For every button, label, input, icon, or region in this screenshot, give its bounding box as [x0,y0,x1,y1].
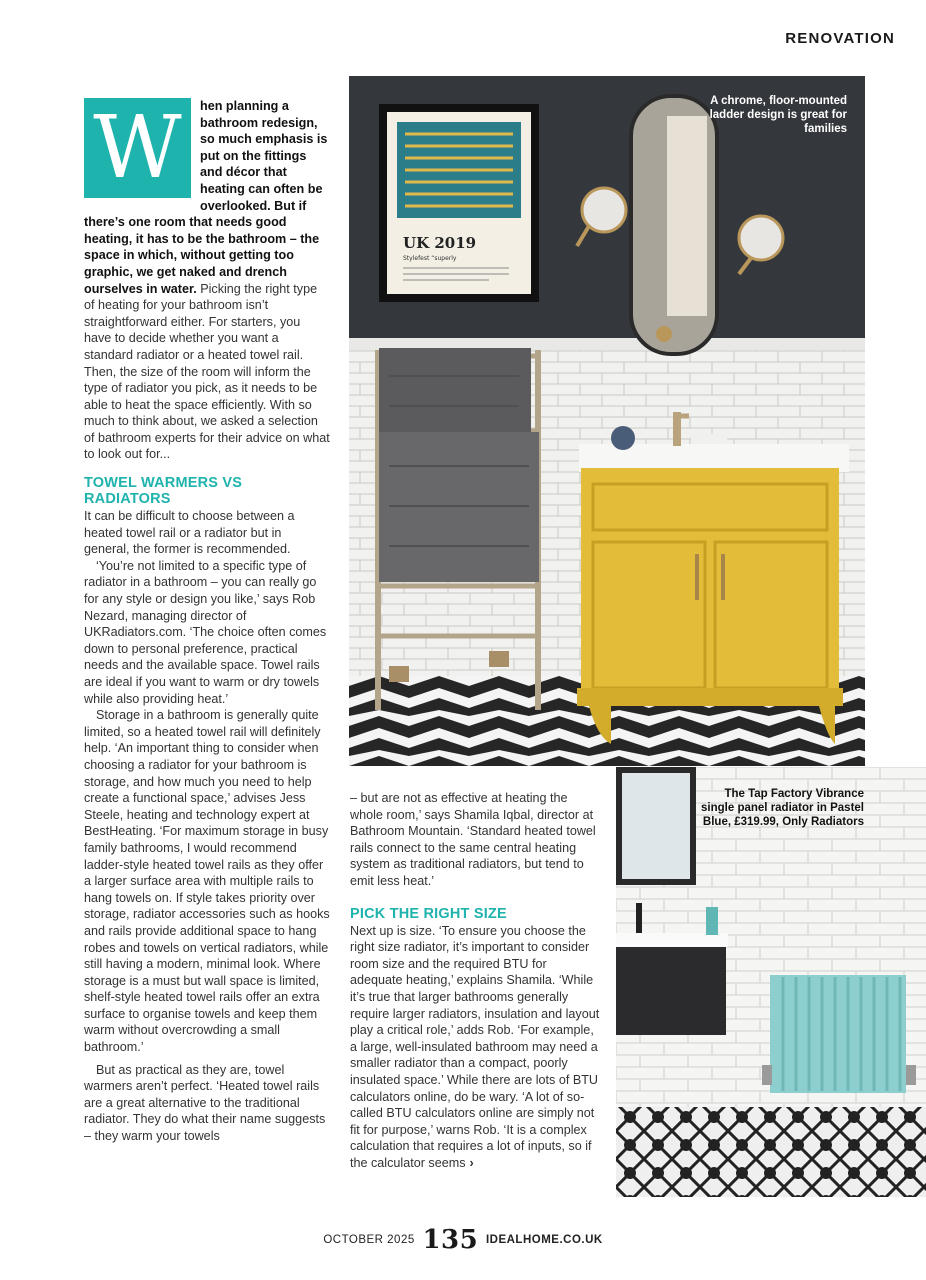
heading-right-size: PICK THE RIGHT SIZE [350,905,507,922]
bathroom-photo-radiator [616,767,926,1197]
section-tag: RENOVATION [785,30,895,47]
article-column-left [84,98,330,1145]
photo-caption: A chrome, floor-mounted ladder design is great for families [709,95,847,135]
radiator-photo-illustration [616,767,926,1197]
site-url: IDEALHOME.CO.UK [485,1234,603,1247]
paragraph-text: Next up is size. ‘To ensure you choose the right size radiator, it’s important to consider room size and the required BTU for adequate heating,’ explains Shamila. ‘While it’s true that larger bathrooms generally require larger radiators, insulation and layout play a critical role,’ adds Rob. ‘For example, a large, well-insulated bathroom may need a smaller radiator than a compact, poorly insulated space.’ While there are lots of BTU calculators online, do be wary. ‘A lot of so-called BTU calculators online are simply not fit for purpose,’ warns Rob. ‘It is a complex calculation that requires a lot of inputs, so if the calculator seems [350,923,600,1170]
paragraph: Storage in a bathroom is generally quite limited, so a heated towel rail will definitely help. ‘An important thing to consider when choosing a radiator for your bathroom is storage, and how much you need to help create a functional space,’ advises Jess Steele, heating and technology expert at BestHeating. ‘For maximum storage in busy family bathrooms, I would recommend ladder-style heated towel rails as they offer a larger surface area with multiple rails to hang towels on. If style takes priority over storage, radiator accessories such as hooks and rails provide additional space to hang robes and towels on vertical radiators, while still having a modern, minimal look. Where storage is a must but wall space is limited, shelf-style heated towel rails offer an extra surface to organise towels and keep them warm without overcrowding a small bathroom.’ [84,708,330,1055]
paragraph: But as practical as they are, towel warmers aren’t perfect. ‘Heated towel rails are a great alternative to the traditional radiator. They do what their name suggests – they warm your towels [84,1062,326,1144]
page-footer [0,1225,926,1255]
bathroom-photo-vanity [349,76,865,766]
heading-towel-warmers: TOWEL WARMERS VS RADIATORS [84,475,243,508]
page-number: 135 [422,1225,479,1255]
poster-title: UK 2019 [403,234,477,252]
paragraph: – but are not as effective at heating the whole room,’ says Shamila Iqbal, director at Bathroom Mountain. ‘Standard heated towel rails connect to the same central heating system as traditional radiators, but tend to emit less heat.’ [350,791,596,888]
issue-date: OCTOBER 2025 [323,1234,415,1247]
photo-caption: The Tap Factory Vibrance single panel radiator in Pastel Blue, £319.99, Only Radiators [701,788,864,828]
article-column-middle [350,790,600,1171]
intro-text: Picking the right type of heating for your bathroom isn’t straightforward either. For starters, you have to decide whether you want a standard radiator or a heated towel rail. Then, the size of the room will inform the type of radiator you pick, as it needs to be able to heat the space efficiently. With so much to think about, we asked a selection of bathroom experts for their advice on what to look out for... [84,281,330,462]
continue-arrow-icon: › [469,1155,474,1170]
paragraph: It can be difficult to choose between a heated towel rail or a radiator but in general, the former is recommended. [84,509,295,557]
vanity-photo-illustration [349,76,865,766]
paragraph [350,923,600,1172]
drop-cap: W [84,98,191,198]
poster-subtitle: Stylefest “superly [403,255,457,262]
paragraph: ‘You’re not limited to a specific type of radiator in a bathroom – you can really go for any style or design you like,’ says Rob Nezard, managing director of UKRadiators.com. ‘The choice often comes down to personal preference, practical needs and the available space. Towel rails are ideal if you want to warm or dry towels while also providing heat.’ [84,558,327,706]
lead-text: hen planning a bathroom redesign, so much emphasis is put on the fittings and décor that heating can often be overlooked. But if there’s one room that needs good heating, it has to be the bathroom – the space in which, without getting too graphic, we get naked and drench ourselves in water. [84,99,328,296]
